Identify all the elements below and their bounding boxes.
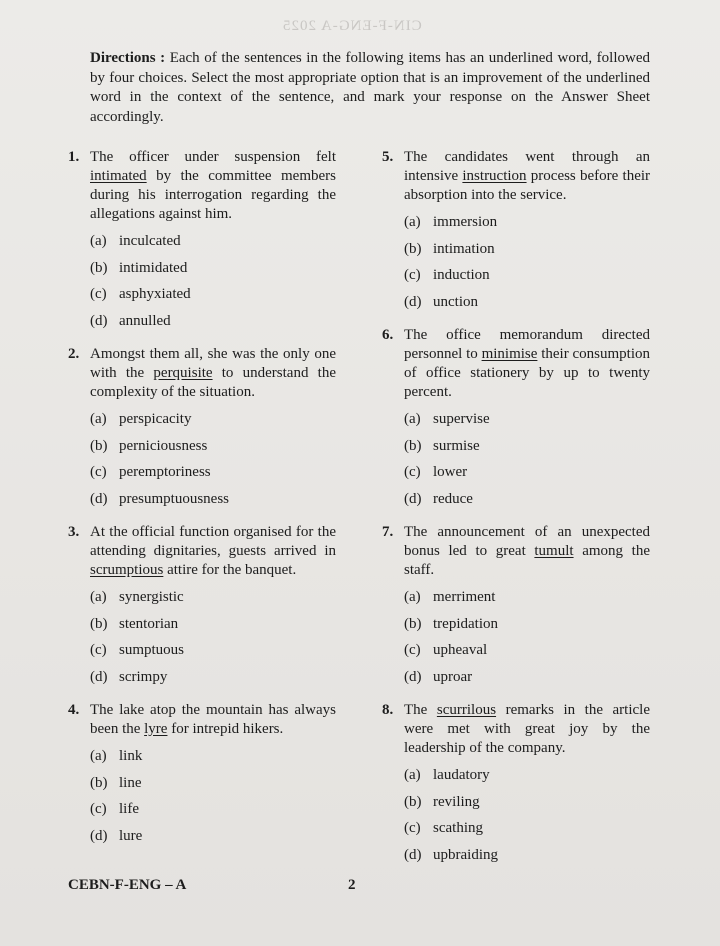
- question-number: 3.: [68, 524, 80, 540]
- directions-paragraph: [90, 49, 650, 127]
- question-8: [382, 701, 650, 872]
- option-b[interactable]: (b) line: [90, 774, 142, 791]
- underlined-word: scurrilous: [436, 702, 497, 718]
- option-d[interactable]: (d) uproar: [404, 668, 473, 685]
- directions-text: Each of the sentences in the following items has an underlined word, followed by four choices. Select the most appropriate option that is an improvement of the underlined word in the context of the sentence, and mark your response on the Answer Sheet accordingly.: [90, 50, 650, 125]
- option-c[interactable]: (c) peremptoriness: [90, 464, 211, 480]
- question-7: [382, 523, 650, 694]
- page-number: 2: [348, 877, 356, 893]
- option-b[interactable]: (b) stentorian: [90, 615, 179, 632]
- question-4: [68, 701, 336, 853]
- option-a[interactable]: (a) merriment: [404, 589, 496, 605]
- underlined-word: minimise: [481, 346, 538, 362]
- option-d[interactable]: (d) upbraiding: [404, 846, 498, 863]
- question-text: At the official function organised for the attending dignitaries, guests arrived in scrumptious attire for the banquet.: [90, 524, 336, 578]
- question-text: The lake atop the mountain has always been the lyre for intrepid hikers.: [90, 702, 336, 737]
- left-column: [68, 148, 336, 853]
- underlined-word: lyre: [144, 721, 168, 737]
- option-c[interactable]: (c) life: [90, 801, 139, 817]
- options-list: [404, 588, 650, 694]
- right-column: [382, 148, 650, 872]
- underlined-word: instruction: [462, 168, 527, 184]
- question-number: 8.: [382, 702, 394, 718]
- underlined-word: perquisite: [153, 365, 213, 381]
- question-number: 4.: [68, 702, 80, 718]
- options-list: [90, 232, 336, 338]
- option-c[interactable]: (c) upheaval: [404, 642, 488, 658]
- option-b[interactable]: (b) reviling: [404, 793, 480, 810]
- question-3: [68, 523, 336, 694]
- question-number: 7.: [382, 524, 394, 540]
- option-d[interactable]: (d) reduce: [404, 490, 473, 507]
- option-c[interactable]: (c) scathing: [404, 820, 483, 836]
- underlined-word: intimated: [90, 168, 147, 184]
- option-a[interactable]: (a) supervise: [404, 411, 490, 427]
- question-text: The announcement of an unexpected bonus led to great tumult among the staff.: [404, 524, 650, 578]
- question-text: The candidates went through an intensive instruction process before their absorption into the service.: [404, 149, 651, 203]
- question-5: [382, 148, 650, 319]
- options-list: [90, 588, 336, 694]
- underlined-word: scrumptious: [90, 562, 164, 578]
- options-list: [90, 747, 336, 853]
- option-d[interactable]: (d) unction: [404, 293, 478, 310]
- directions-label: Directions :: [90, 50, 166, 66]
- options-list: [90, 410, 336, 516]
- option-a[interactable]: (a) laudatory: [404, 767, 490, 783]
- question-1: [68, 148, 336, 338]
- option-d[interactable]: (d) lure: [90, 827, 143, 844]
- option-c[interactable]: (c) sumptuous: [90, 642, 185, 658]
- option-a[interactable]: (a) link: [90, 748, 143, 764]
- question-text: The office memorandum directed personnel to minimise their consumption of office stationery by up to twenty percent.: [404, 327, 650, 400]
- option-b[interactable]: (b) perniciousness: [90, 437, 208, 454]
- option-b[interactable]: (b) trepidation: [404, 615, 498, 632]
- underlined-word: tumult: [534, 543, 574, 559]
- question-number: 1.: [68, 149, 80, 165]
- option-c[interactable]: (c) lower: [404, 464, 468, 480]
- question-number: 2.: [68, 346, 80, 362]
- question-number: 5.: [382, 149, 394, 165]
- options-list: [404, 410, 650, 516]
- question-text: The scurrilous remarks in the article were met with great joy by the leadership of the company.: [404, 702, 650, 756]
- option-a[interactable]: (a) inculcated: [90, 233, 181, 249]
- question-text: Amongst them all, she was the only one with the perquisite to understand the complexity of the situation.: [90, 346, 336, 400]
- option-c[interactable]: (c) asphyxiated: [90, 286, 191, 302]
- question-2: [68, 345, 336, 516]
- option-d[interactable]: (d) scrimpy: [90, 668, 168, 685]
- option-b[interactable]: (b) intimidated: [90, 259, 188, 276]
- bleed-through-text: CIN-F-ENG-A 2025: [282, 18, 422, 34]
- option-a[interactable]: (a) synergistic: [90, 589, 184, 605]
- option-d[interactable]: (d) annulled: [90, 312, 171, 329]
- option-c[interactable]: (c) induction: [404, 267, 490, 283]
- question-text: The officer under suspension felt intimated by the committee members during his interrogation regarding the allegations against him.: [90, 149, 336, 222]
- booklet-code: CEBN-F-ENG – A: [68, 877, 187, 893]
- option-d[interactable]: (d) presumptuousness: [90, 490, 229, 507]
- question-6: [382, 326, 650, 516]
- question-number: 6.: [382, 327, 394, 343]
- option-b[interactable]: (b) intimation: [404, 240, 495, 257]
- option-a[interactable]: (a) perspicacity: [90, 411, 192, 427]
- option-b[interactable]: (b) surmise: [404, 437, 480, 454]
- options-list: [404, 213, 650, 319]
- options-list: [404, 766, 650, 872]
- option-a[interactable]: (a) immersion: [404, 214, 498, 230]
